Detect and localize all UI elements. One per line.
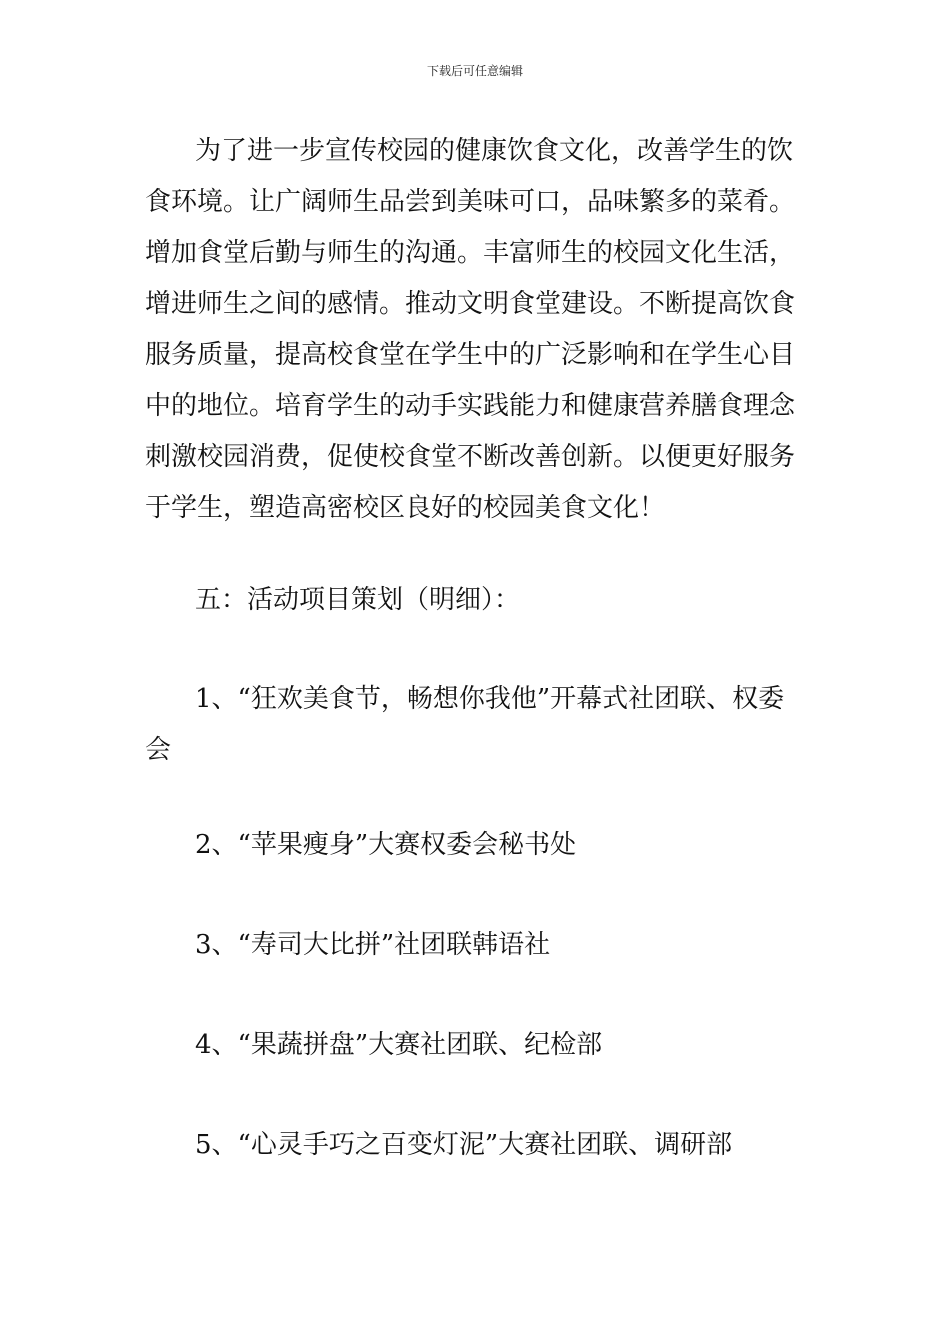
paragraph-line: 中的地位。培育学生的动手实践能力和健康营养膳食理念 xyxy=(145,391,796,421)
list-item-text: 3、“寿司大比拼”社团联韩语社 xyxy=(195,930,551,960)
paragraph-line: 刺激校园消费，促使校食堂不断改善创新。以便更好服务 xyxy=(145,442,796,472)
list-item-text-continued: 会 xyxy=(145,735,172,765)
paragraph-line: 服务质量，提高校食堂在学生中的广泛影响和在学生心目 xyxy=(145,340,796,370)
list-item xyxy=(145,674,815,776)
list-item-text: 4、“果蔬拼盘”大赛社团联、纪检部 xyxy=(195,1030,603,1060)
paragraph-line: 增进师生之间的感情。推动文明食堂建设。不断提高饮食 xyxy=(145,289,796,319)
page-header: 下载后可任意编辑 xyxy=(426,64,523,78)
list-item-text: 5、“心灵手巧之百变灯泥”大赛社团联、调研部 xyxy=(195,1130,733,1160)
list-item xyxy=(145,1120,815,1171)
paragraph-line: 增加食堂后勤与师生的沟通。丰富师生的校园文化生活， xyxy=(145,238,796,268)
paragraph-line: 为了进一步宣传校园的健康饮食文化，改善学生的饮 xyxy=(195,136,794,166)
list-item xyxy=(145,1020,815,1071)
paragraph-line: 于学生，塑造高密校区良好的校园美食文化！ xyxy=(145,493,666,523)
list-item xyxy=(145,820,815,871)
paragraph-line: 食环境。让广阔师生品尝到美味可口，品味繁多的菜肴。 xyxy=(145,187,796,217)
intro-paragraph xyxy=(145,126,815,534)
list-item xyxy=(145,920,815,971)
list-item-text: 2、“苹果瘦身”大赛权委会秘书处 xyxy=(195,830,577,860)
section-heading: 五：活动项目策划（明细）： xyxy=(195,585,521,615)
list-item-text: 1、“狂欢美食节，畅想你我他”开幕式社团联、权委 xyxy=(195,684,785,714)
